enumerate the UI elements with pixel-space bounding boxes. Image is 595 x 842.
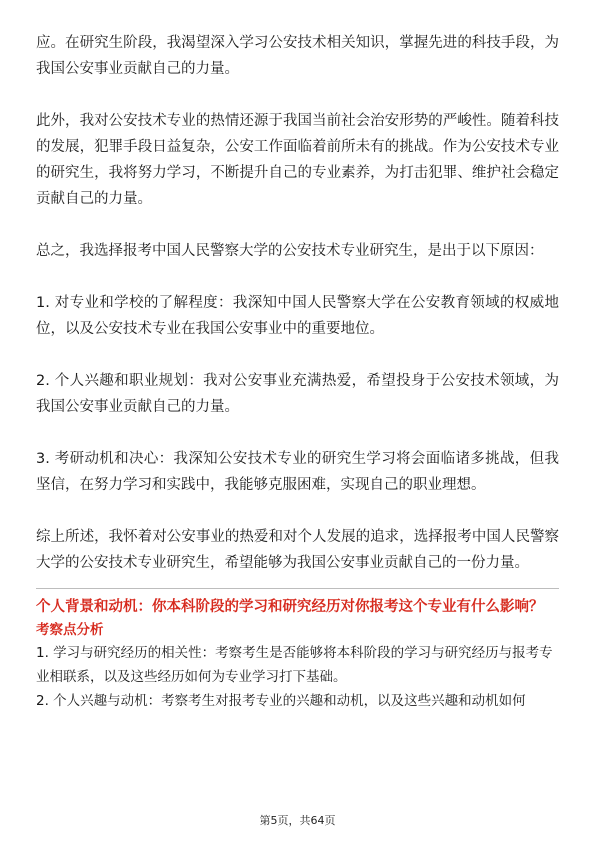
body-paragraph: 此外，我对公安技术专业的热情还源于我国当前社会治安形势的严峻性。随着科技的发展，犯罪手段日益复杂，公安工作面临着前所未有的挑战。作为公安技术专业的研究生，我将努力学习，不断提升自己的专业素养，为打击犯罪、维护社会稳定贡献自己的力量。 [36,113,559,207]
reason-item: 3. 考研动机和决心：我深知公安技术专业的研究生学习将会面临诸多挑战，但我坚信，在努力学习和实践中，我能够克服困难，实现自己的职业理想。 [36,451,559,493]
analysis-item: 1. 学习与研究经历的相关性：考察考生是否能够将本科阶段的学习与研究经历与报考专业相联系，以及这些经历如何为专业学习打下基础。 [36,645,553,685]
section-divider [36,588,559,589]
analysis-item: 2. 个人兴趣与动机：考察考生对报考专业的兴趣和动机，以及这些兴趣和动机如何 [36,693,526,709]
reason-item: 2. 个人兴趣和职业规划：我对公安事业充满热爱，希望投身于公安技术领域，为我国公安事业贡献自己的力量。 [36,373,559,415]
conclusion-paragraph: 综上所述，我怀着对公安事业的热爱和对个人发展的追求，选择报考中国人民警察大学的公安技术专业研究生，希望能够为我国公安事业贡献自己的一份力量。 [36,529,559,571]
reason-item: 1. 对专业和学校的了解程度：我深知中国人民警察大学在公安教育领域的权威地位，以及公安技术专业在我国公安事业中的重要地位。 [36,295,559,337]
body-paragraph: 应。在研究生阶段，我渴望深入学习公安技术相关知识，掌握先进的科技手段，为我国公安事业贡献自己的力量。 [36,35,559,77]
page-footer: 第5页，共64页 [259,814,336,827]
interview-question: 个人背景和动机：你本科阶段的学习和研究经历对你报考这个专业有什么影响？ [36,599,544,615]
document-page [36,30,559,713]
analysis-heading: 考察点分析 [36,622,104,638]
body-paragraph: 总之，我选择报考中国人民警察大学的公安技术专业研究生，是出于以下原因： [36,243,544,259]
